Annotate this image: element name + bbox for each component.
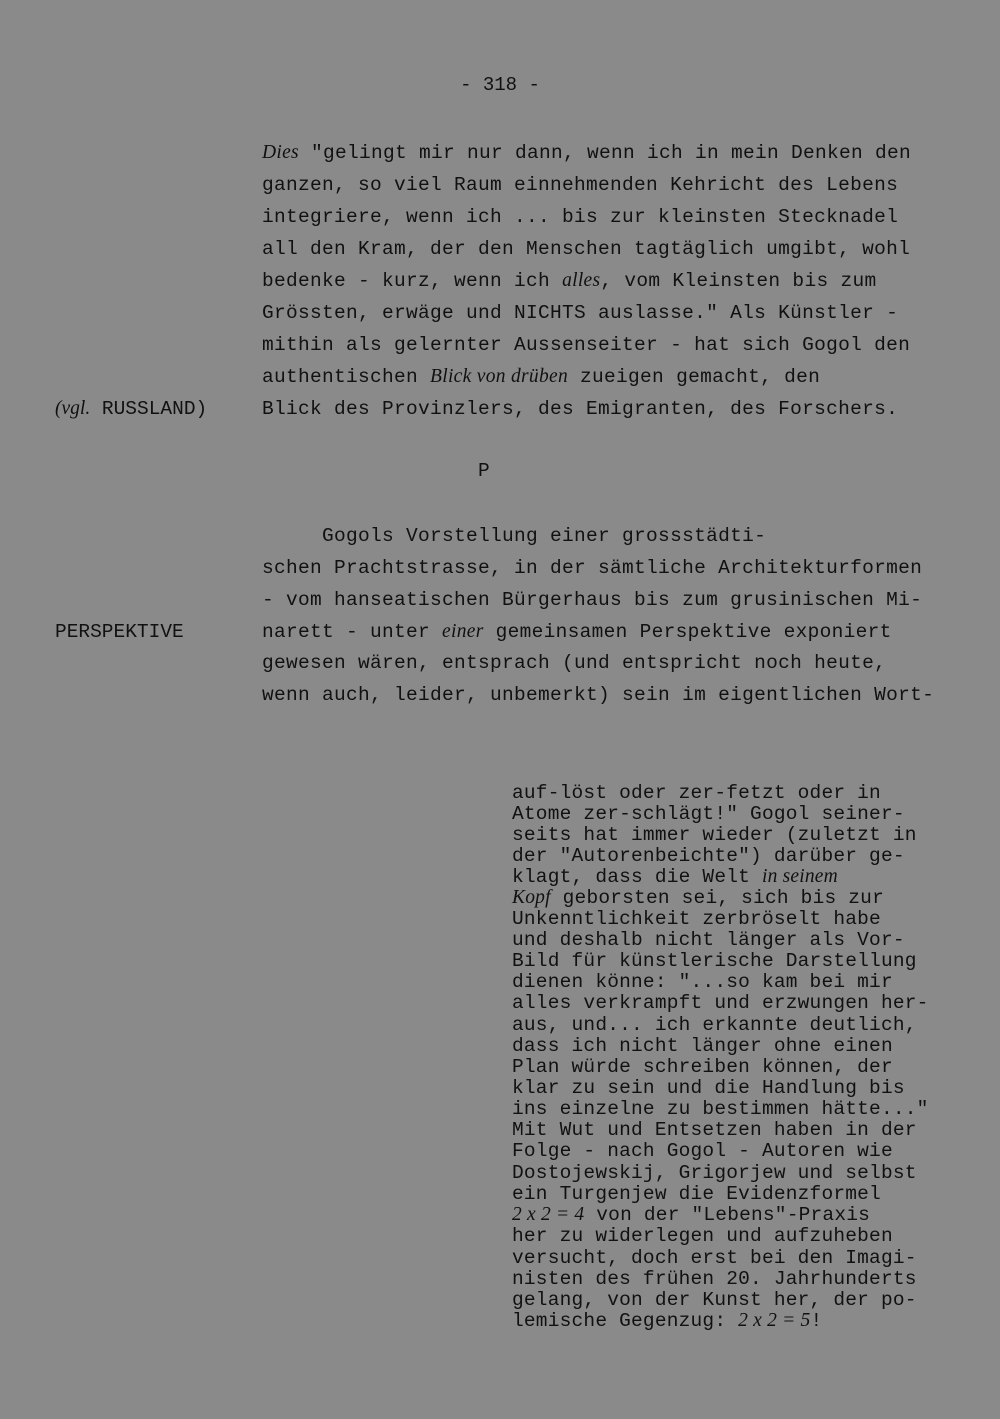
text-span: lemische Gegenzug: bbox=[512, 1310, 739, 1332]
emphasis-text: Kopf bbox=[512, 887, 551, 908]
text-line: Gogols Vorstellung einer grossstädti- bbox=[262, 525, 767, 547]
text-line: Blick des Provinzlers, des Emigranten, des Forschers. bbox=[262, 398, 899, 420]
text-line: wenn auch, leider, unbemerkt) sein im eigentlichen Wort- bbox=[262, 684, 935, 706]
text-span: bedenke - kurz, wenn ich bbox=[262, 270, 563, 292]
column-line: Atome zer-schlägt!" Gogol seiner- bbox=[512, 803, 905, 825]
text-span: authentischen bbox=[262, 366, 431, 388]
text-line bbox=[262, 366, 820, 388]
text-span: RUSSLAND) bbox=[90, 398, 208, 420]
text-span: gemeinsamen Perspektive exponiert bbox=[483, 621, 892, 643]
text-line: Grössten, erwäge und NICHTS auslasse." Als Künstler - bbox=[262, 302, 899, 324]
text-span: , vom Kleinsten bis zum bbox=[600, 270, 877, 292]
column-line: nisten des frühen 20. Jahrhunderts bbox=[512, 1268, 917, 1290]
text-line: ganzen, so viel Raum einnehmenden Kehricht des Lebens bbox=[262, 174, 899, 196]
text-line bbox=[262, 142, 911, 164]
column-line: dienen könne: "...so kam bei mir bbox=[512, 971, 893, 993]
column-line: Folge - nach Gogol - Autoren wie bbox=[512, 1140, 893, 1162]
column-line: alles verkrampft und erzwungen her- bbox=[512, 992, 929, 1014]
text-span: von der "Lebens"-Praxis bbox=[584, 1204, 871, 1226]
column-line: ein Turgenjew die Evidenzformel bbox=[512, 1183, 881, 1205]
text-line bbox=[262, 621, 892, 643]
column-line: Plan würde schreiben können, der bbox=[512, 1056, 893, 1078]
column-line: Mit Wut und Entsetzen haben in der bbox=[512, 1119, 917, 1141]
column-line bbox=[512, 1204, 870, 1226]
emphasis-text: (vgl. bbox=[55, 398, 91, 419]
text-span: klagt, dass die Welt bbox=[512, 866, 762, 888]
text-span: "gelingt mir nur dann, wenn ich in mein Denken den bbox=[298, 142, 912, 164]
page-number: - 318 - bbox=[460, 74, 540, 96]
text-line: mithin als gelernter Aussenseiter - hat sich Gogol den bbox=[262, 334, 911, 356]
column-line: auf-löst oder zer-fetzt oder in bbox=[512, 782, 881, 804]
column-line: versucht, doch erst bei den Imagi- bbox=[512, 1247, 917, 1269]
column-line: dass ich nicht länger ohne einen bbox=[512, 1035, 893, 1057]
section-letter: P bbox=[478, 460, 490, 482]
emphasis-text: 2 x 2 = 5 bbox=[738, 1310, 811, 1331]
column-line: seits hat immer wieder (zuletzt in bbox=[512, 824, 917, 846]
margin-note-russland bbox=[55, 398, 207, 420]
text-line: integriere, wenn ich ... bis zur kleinsten Stecknadel bbox=[262, 206, 899, 228]
column-line: Unkenntlichkeit zerbröselt habe bbox=[512, 908, 881, 930]
column-line: gelang, von der Kunst her, der po- bbox=[512, 1289, 917, 1311]
column-line bbox=[512, 866, 838, 888]
column-line bbox=[512, 887, 884, 909]
emphasis-text: alles bbox=[562, 270, 601, 291]
column-line: der "Autorenbeichte") darüber ge- bbox=[512, 845, 905, 867]
emphasis-text: 2 x 2 = 4 bbox=[512, 1204, 585, 1225]
text-span: narett - unter bbox=[262, 621, 443, 643]
text-line: schen Prachtstrasse, in der sämtliche Architekturformen bbox=[262, 557, 923, 579]
column-line: klar zu sein und die Handlung bis bbox=[512, 1077, 905, 1099]
column-line: aus, und... ich erkannte deutlich, bbox=[512, 1014, 917, 1036]
margin-note-perspektive: PERSPEKTIVE bbox=[55, 621, 184, 643]
column-line: her zu widerlegen und aufzuheben bbox=[512, 1225, 893, 1247]
text-line: gewesen wären, entsprach (und entspricht noch heute, bbox=[262, 652, 887, 674]
emphasis-text: einer bbox=[442, 621, 484, 642]
text-span: zueigen gemacht, den bbox=[568, 366, 821, 388]
text-span: ! bbox=[810, 1310, 823, 1332]
column-line: Dostojewskij, Grigorjew und selbst bbox=[512, 1162, 917, 1184]
column-line: ins einzelne zu bestimmen hätte..." bbox=[512, 1098, 929, 1120]
text-line: - vom hanseatischen Bürgerhaus bis zum grusinischen Mi- bbox=[262, 589, 923, 611]
column-line: Bild für künstlerische Darstellung bbox=[512, 950, 917, 972]
emphasis-text: Blick von drüben bbox=[430, 366, 569, 387]
text-line: all den Kram, der den Menschen tagtäglich umgibt, wohl bbox=[262, 238, 911, 260]
emphasis-text: in seinem bbox=[761, 866, 838, 887]
text-line bbox=[262, 270, 876, 292]
column-line bbox=[512, 1310, 822, 1332]
text-span: geborsten sei, sich bis zur bbox=[550, 887, 884, 909]
column-line: und deshalb nicht länger als Vor- bbox=[512, 929, 905, 951]
emphasis-text: Dies bbox=[262, 142, 299, 163]
